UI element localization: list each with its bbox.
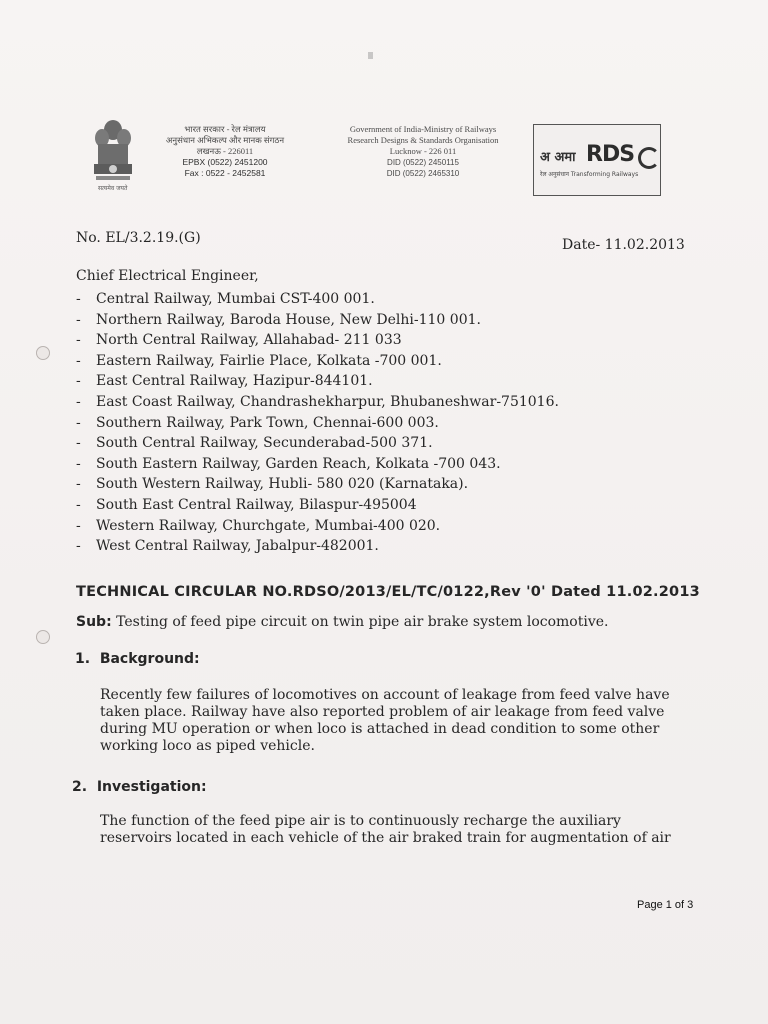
section-heading-investigation (72, 779, 207, 795)
reference-number: No. EL/3.2.19.(G) (76, 230, 201, 246)
page-number: Page 1 of 3 (637, 899, 694, 911)
addressee-item: - East Coast Railway, Chandrashekharpur, Bhubaneshwar-751016. (76, 393, 559, 410)
paragraph-line: working loco as piped vehicle. (100, 738, 315, 754)
addressee-item: - West Central Railway, Jabalpur-482001. (76, 538, 379, 555)
addressee-item: - South Central Railway, Secunderabad-500 371. (76, 435, 433, 452)
section-paragraph (100, 687, 710, 755)
circular-title: TECHNICAL CIRCULAR NO.RDSO/2013/EL/TC/0122,Rev '0' Dated 11.02.2013 (76, 584, 700, 600)
addressee-item: - Southern Railway, Park Town, Chennai-600 003. (76, 414, 439, 431)
section-number: 1. (75, 651, 91, 667)
addressee-item: - Western Railway, Churchgate, Mumbai-400 020. (76, 517, 441, 534)
did-number: DID (0522) 2465310 (386, 169, 460, 178)
addressee-list (76, 289, 559, 557)
letterhead-hindi-line: भारत सरकार - रेल मंत्रालय (184, 124, 266, 134)
punch-hole (36, 630, 50, 644)
addressee-item: - North Central Railway, Allahabad- 211 033 (76, 332, 402, 349)
letterhead-hindi-line: अनुसंधान अभिकल्प और मानक संगठन (165, 135, 285, 145)
rdso-logo (533, 124, 661, 196)
section-heading-background (75, 651, 200, 667)
addressee-item: - South East Central Railway, Bilaspur-495004 (76, 496, 417, 513)
letterhead-english-line: Government of India-Ministry of Railways (349, 124, 497, 134)
logo-hindi-text: अ अमा (540, 150, 576, 165)
scan-speck (368, 52, 373, 59)
paragraph-line: taken place. Railway have also reported problem of air leakage from feed valve (100, 704, 665, 720)
section-paragraph (100, 813, 710, 847)
addressee-heading: Chief Electrical Engineer, (76, 268, 259, 284)
letterhead-hindi-block (150, 124, 300, 179)
punch-hole (36, 346, 50, 360)
paragraph-line: reservoirs located in each vehicle of the air braked train for augmentation of air (100, 830, 671, 846)
letterhead-english-line: Research Designs & Standards Organisation (347, 135, 499, 145)
section-title: Investigation: (96, 779, 207, 795)
addressee-item: - South Western Railway, Hubli- 580 020 (Karnataka). (76, 476, 469, 493)
letterhead-english-block (318, 124, 528, 179)
section-number: 2. (72, 779, 88, 795)
letterhead-english-line: Lucknow - 226 011 (389, 146, 457, 156)
subject-line (76, 614, 608, 630)
addressee-item: - Central Railway, Mumbai CST-400 001. (76, 291, 375, 307)
logo-swirl-icon (638, 147, 660, 169)
logo-rdso-text: RDS (586, 142, 635, 167)
subject-label: Sub: (76, 614, 112, 630)
emblem-motto: सत्यमेव जयते (98, 185, 128, 192)
paragraph-line: Recently few failures of locomotives on account of leakage from feed valve have (100, 687, 670, 703)
letter-date: Date- 11.02.2013 (562, 237, 685, 253)
logo-tagline: रेल अनुसंधान Transforming Railways (540, 171, 639, 178)
addressee-item: - Eastern Railway, Fairlie Place, Kolkata -700 001. (76, 352, 442, 369)
subject-text: Testing of feed pipe circuit on twin pipe air brake system locomotive. (111, 614, 609, 630)
addressee-item: - South Eastern Railway, Garden Reach, Kolkata -700 043. (76, 455, 501, 472)
letterhead-hindi-line: लखनऊ - 226011 (196, 146, 254, 156)
addressee-item: - Northern Railway, Baroda House, New Delhi-110 001. (76, 311, 481, 328)
section-title: Background: (99, 651, 200, 667)
paragraph-line: during MU operation or when loco is attached in dead condition to some other (100, 721, 660, 737)
paragraph-line: The function of the feed pipe air is to continuously recharge the auxiliary (100, 813, 621, 829)
fax-number: Fax : 0522 - 2452581 (184, 168, 266, 178)
did-number: DID (0522) 2450115 (387, 158, 459, 167)
epbx-number: EPBX (0522) 2451200 (182, 157, 268, 167)
addressee-item: - East Central Railway, Hazipur-844101. (76, 373, 373, 390)
